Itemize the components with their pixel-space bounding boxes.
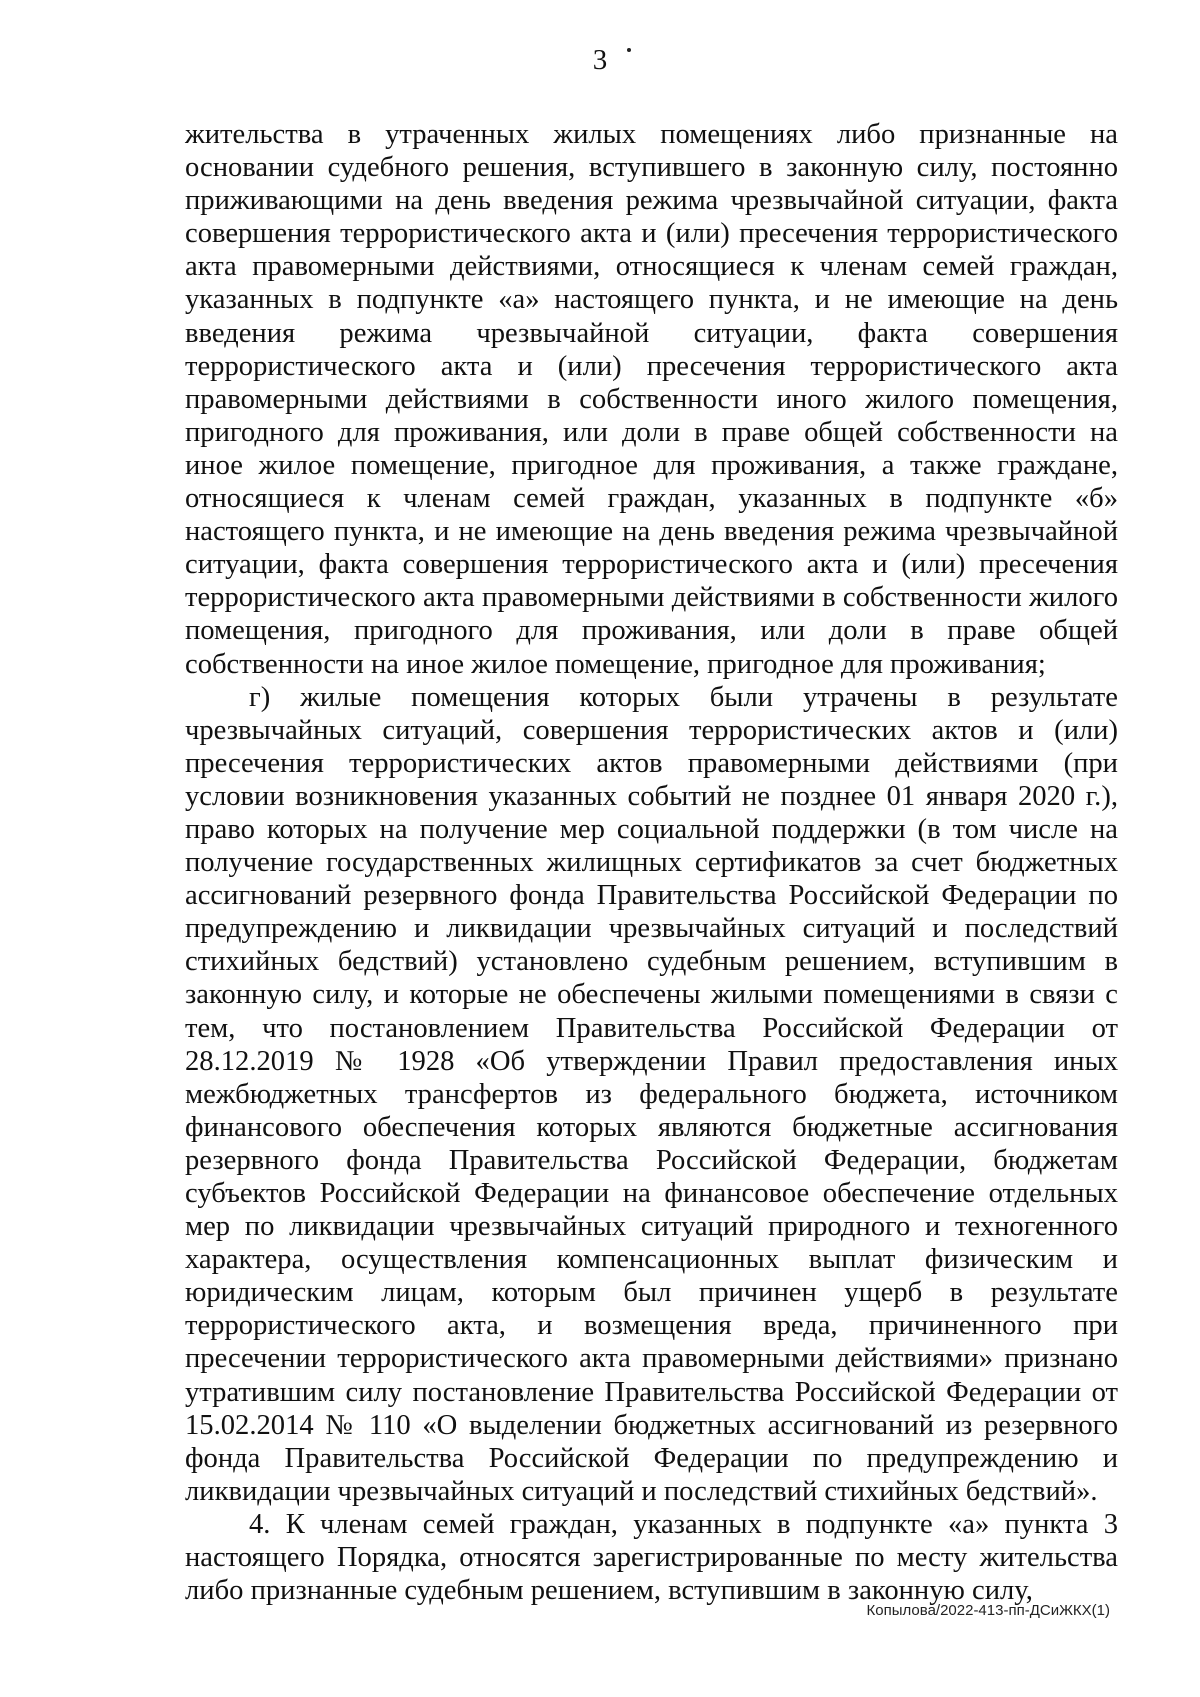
page-number: 3 [592,44,608,76]
paragraph-continuation: жительства в утраченных жилых помещениях либо признанные на основании судебного решения, вступившего в законную силу, постоянно приживающими на день введения режима чрезвычайной ситуации, факта совершения террористического акта и (или) пресечения террористического акта правомерными действиями, относящиеся к членам семей граждан, указанных в подпункте «а» настоящего пункта, и не имеющие на день введения режима чрезвычайной ситуации, факта совершения террористического акта и (или) пресечения террористического акта правомерными действиями в собственности иного жилого помещения, пригодного для проживания, или доли в праве общей собственности на иное жилое помещение, пригодное для проживания, а также граждане, относящиеся к членам семей граждан, указанных в подпункте «б» настоящего пункта, и не имеющие на день введения режима чрезвычайной ситуации, факта совершения террористического акта и (или) пресечения террористического акта правомерными действиями в собственности жилого помещения, пригодного для проживания, или доли в праве общей собственности на иное жилое помещение, пригодное для проживания; [185,119,1118,680]
document-body [185,118,1118,1607]
footer-document-reference: Копылова/2022-413-пп-ДСиЖКХ(1) [866,1602,1110,1619]
paragraph-item-g: г) жилые помещения которых были утрачены в результате чрезвычайных ситуаций, совершения террористических актов и (или) пресечения террористических актов правомерными действиями (при условии возникновения указанных событий не позднее 01 января 2020 г.), право которых на получение мер социальной поддержки (в том числе на получение государственных жилищных сертификатов за счет бюджетных ассигнований резервного фонда Правительства Российской Федерации по предупреждению и ликвидации чрезвычайных ситуаций и последствий стихийных бедствий) установлено судебным решением, вступившим в законную силу, и которые не обеспечены жилыми помещениями в связи с тем, что постановлением Правительства Российской Федерации от 28.12.2019 № 1928 «Об утверждении Правил предоставления иных межбюджетных трансфертов из федерального бюджета, источником финансового обеспечения которых являются бюджетные ассигнования резервного фонда Правительства Российской Федерации, бюджетам субъектов Российской Федерации на финансовое обеспечение отдельных мер по ликвидации чрезвычайных ситуаций природного и техногенного характера, осуществления компенсационных выплат физическим и юридическим лицам, которым был причинен ущерб в результате террористического акта, и возмещения вреда, причиненного при пресечении террористического акта правомерными действиями» признано утратившим силу постановление Правительства Российской Федерации от 15.02.2014 № 110 «О выделении бюджетных ассигнований из резервного фонда Правительства Российской Федерации по предупреждению и ликвидации чрезвычайных ситуаций и последствий стихийных бедствий». [185,681,1118,1507]
paragraph-item-4: 4. К членам семей граждан, указанных в подпункте «а» пункта 3 настоящего Порядка, относятся зарегистрированные по месту жительства либо признанные судебным решением, вступившим в законную силу, [185,1508,1118,1607]
scan-speck [627,48,631,52]
